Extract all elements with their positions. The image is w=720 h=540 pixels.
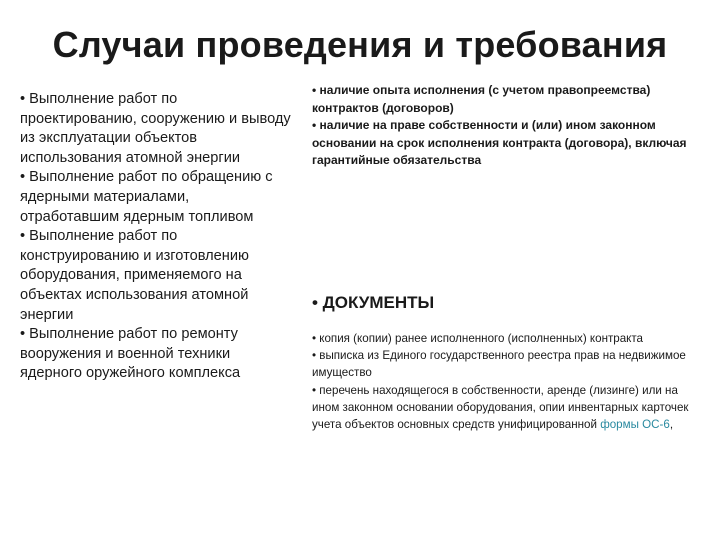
list-item: • Выполнение работ по проектированию, сооружению и выводу из эксплуатации объектов использования атомной энергии [20, 91, 291, 166]
list-item: • наличие на праве собственности и (или) ином законном основании на срок исполнения контракта (договора), включая гарантийные обязательства [312, 118, 687, 167]
requirements-list [312, 82, 697, 170]
list-item: • Выполнение работ по обращению с ядерными материалами, отработавшим ядерным топливом [20, 169, 273, 225]
form-os6-link[interactable]: формы ОС-6 [600, 418, 670, 432]
list-item: • копия (копии) ранее исполненного (исполненных) контракта [312, 332, 644, 345]
list-item: • Выполнение работ по ремонту вооружения и военной техники ядерного оружейного комплекса [20, 326, 241, 382]
equipment-text: • перечень находящегося в собственности, аренде (лизинге) или на ином законном основании оборудования, опии инвентарных карточек учета объектов основных средств унифицированной [312, 383, 689, 432]
list-item-equipment [312, 382, 697, 434]
cases-list [20, 90, 292, 384]
page-title: Случаи проведения и требования [52, 24, 668, 65]
list-item: • Выполнение работ по конструированию и изготовлению оборудования, применяемого на объектах использования атомной энергии [20, 228, 249, 323]
list-item: • выписка из Единого государственного реестра прав на недвижимое имущество [312, 349, 686, 380]
list-item: • наличие опыта исполнения (с учетом правопреемства) контрактов (договоров) [312, 83, 651, 115]
documents-heading: • ДОКУМЕНТЫ [312, 293, 435, 312]
equipment-tail: , [669, 418, 674, 432]
documents-list [312, 330, 697, 433]
